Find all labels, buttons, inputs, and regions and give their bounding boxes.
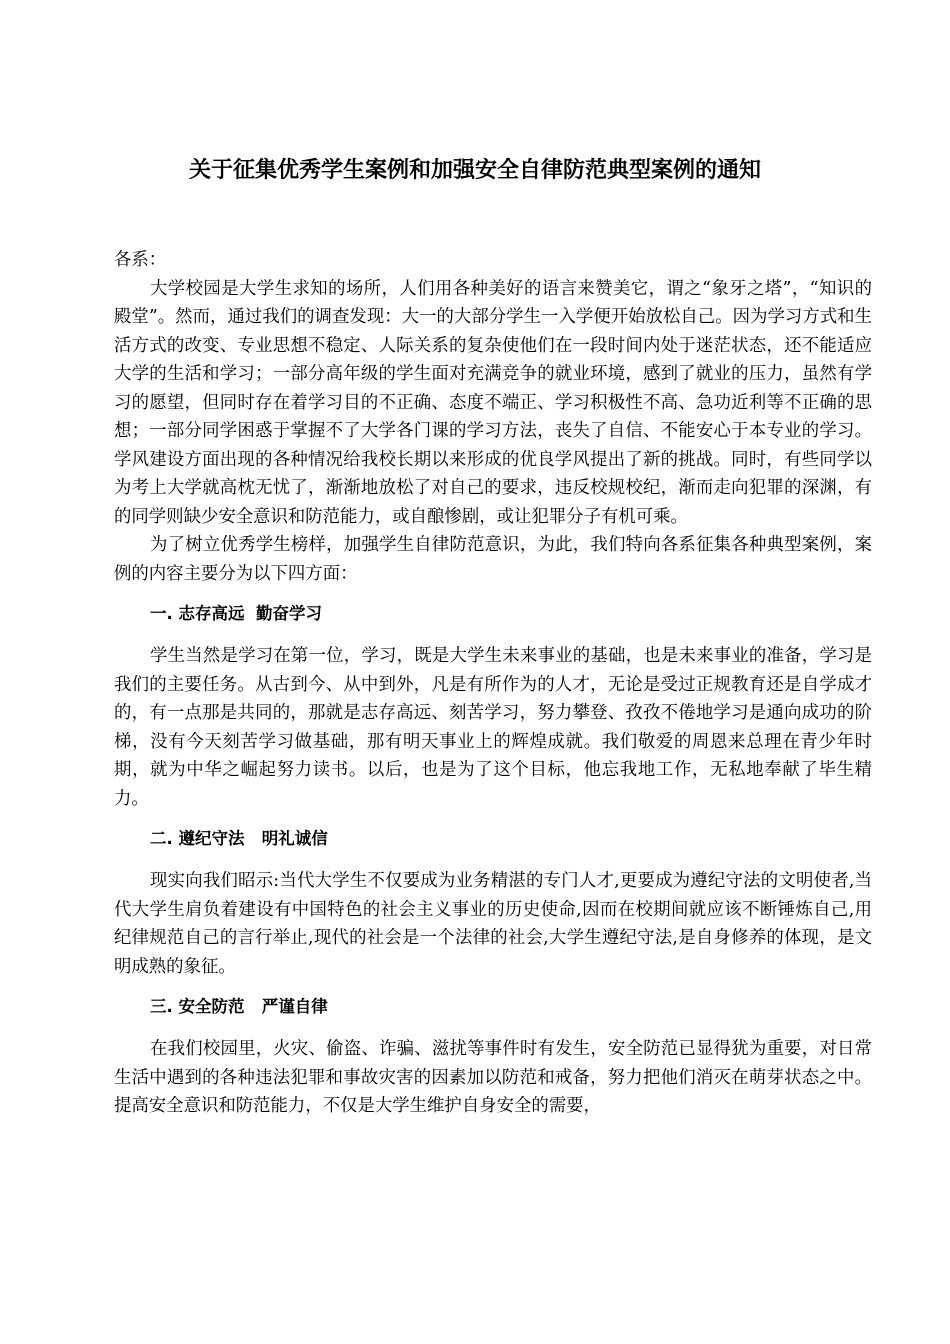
section-paragraph-1: 学生当然是学习在第一位，学习，既是大学生未来事业的基础，也是未来事业的准备，学习是我们的主要任务。从古到今、从中到外，凡是有所作为的人才，无论是受过正规教育还是自学成才的，有一点那是共同的，那就是志存高远、刻苦学习，努力攀登、孜孜不倦地学习是通向成功的阶梯，没有今天刻苦学习做基础，那有明天事业上的辉煌成就。我们敬爱的周恩来总理在青少年时期，就为中华之崛起努力读书。以后，也是为了这个目标，他忘我地工作，无私地奉献了毕生精力。 bbox=[114, 646, 872, 809]
section-heading-1: 一. 志存高远 勤奋学习 bbox=[150, 604, 323, 623]
intro-paragraph-1: 大学校园是大学生求知的场所，人们用各种美好的语言来赞美它，谓之“象牙之塔”，“知识的殿堂”。然而，通过我们的调查发现：大一的大部分学生一入学便开始放松自己。因为学习方式和生活方式的改变、专业思想不稳定、人际关系的复杂使他们在一段时间内处于迷茫状态，还不能适应大学的生活和学习；一部分高年级的学生面对充满竞争的就业环境，感到了就业的压力，虽然有学习的愿望，但同时存在着学习目的不正确、态度不端正、学习积极性不高、急功近利等不正确的思想；一部分同学困惑于掌握不了大学各门课的学习方法，丧失了自信、不能安心于本专业的学习。学风建设方面出现的各种情况给我校长期以来形成的优良学风提出了新的挑战。同时，有些同学以为考上大学就高枕无忧了，渐渐地放松了对自己的要求，违反校规校纪，渐而走向犯罪的深渊，有的同学则缺少安全意识和防范能力，或自酿惨剧，或让犯罪分子有机可乘。 bbox=[114, 278, 872, 527]
section-paragraph-3: 在我们校园里，火灾、偷盗、诈骗、滋扰等事件时有发生，安全防范已显得犹为重要，对日常生活中遇到的各种违法犯罪和事故灾害的因素加以防范和戒备，努力把他们消灭在萌芽状态之中。提高安全意识和防范能力，不仅是大学生维护自身安全的需要， bbox=[114, 1039, 872, 1116]
section-paragraph-2: 现实向我们昭示:当代大学生不仅要成为业务精湛的专门人才,更要成为遵纪守法的文明使者,当代大学生肩负着建设有中国特色的社会主义事业的历史使命,因而在校期间就应该不断锤炼自己,用纪律规范自己的言行举止,现代的社会是一个法律的社会,大学生遵纪守法,是自身修养的体现，是文明成熟的象征。 bbox=[114, 871, 872, 977]
section-heading-3: 三. 安全防范 严谨自律 bbox=[150, 997, 328, 1016]
document-body bbox=[114, 246, 872, 1121]
document-title: 关于征集优秀学生案例和加强安全自律防范典型案例的通知 bbox=[188, 158, 761, 183]
section-heading-2: 二. 遵纪守法 明礼诚信 bbox=[150, 829, 328, 848]
intro-paragraph-2: 为了树立优秀学生榜样，加强学生自律防范意识，为此，我们特向各系征集各种典型案例，案例的内容主要分为以下四方面： bbox=[114, 535, 872, 584]
salutation: 各系： bbox=[114, 250, 167, 270]
